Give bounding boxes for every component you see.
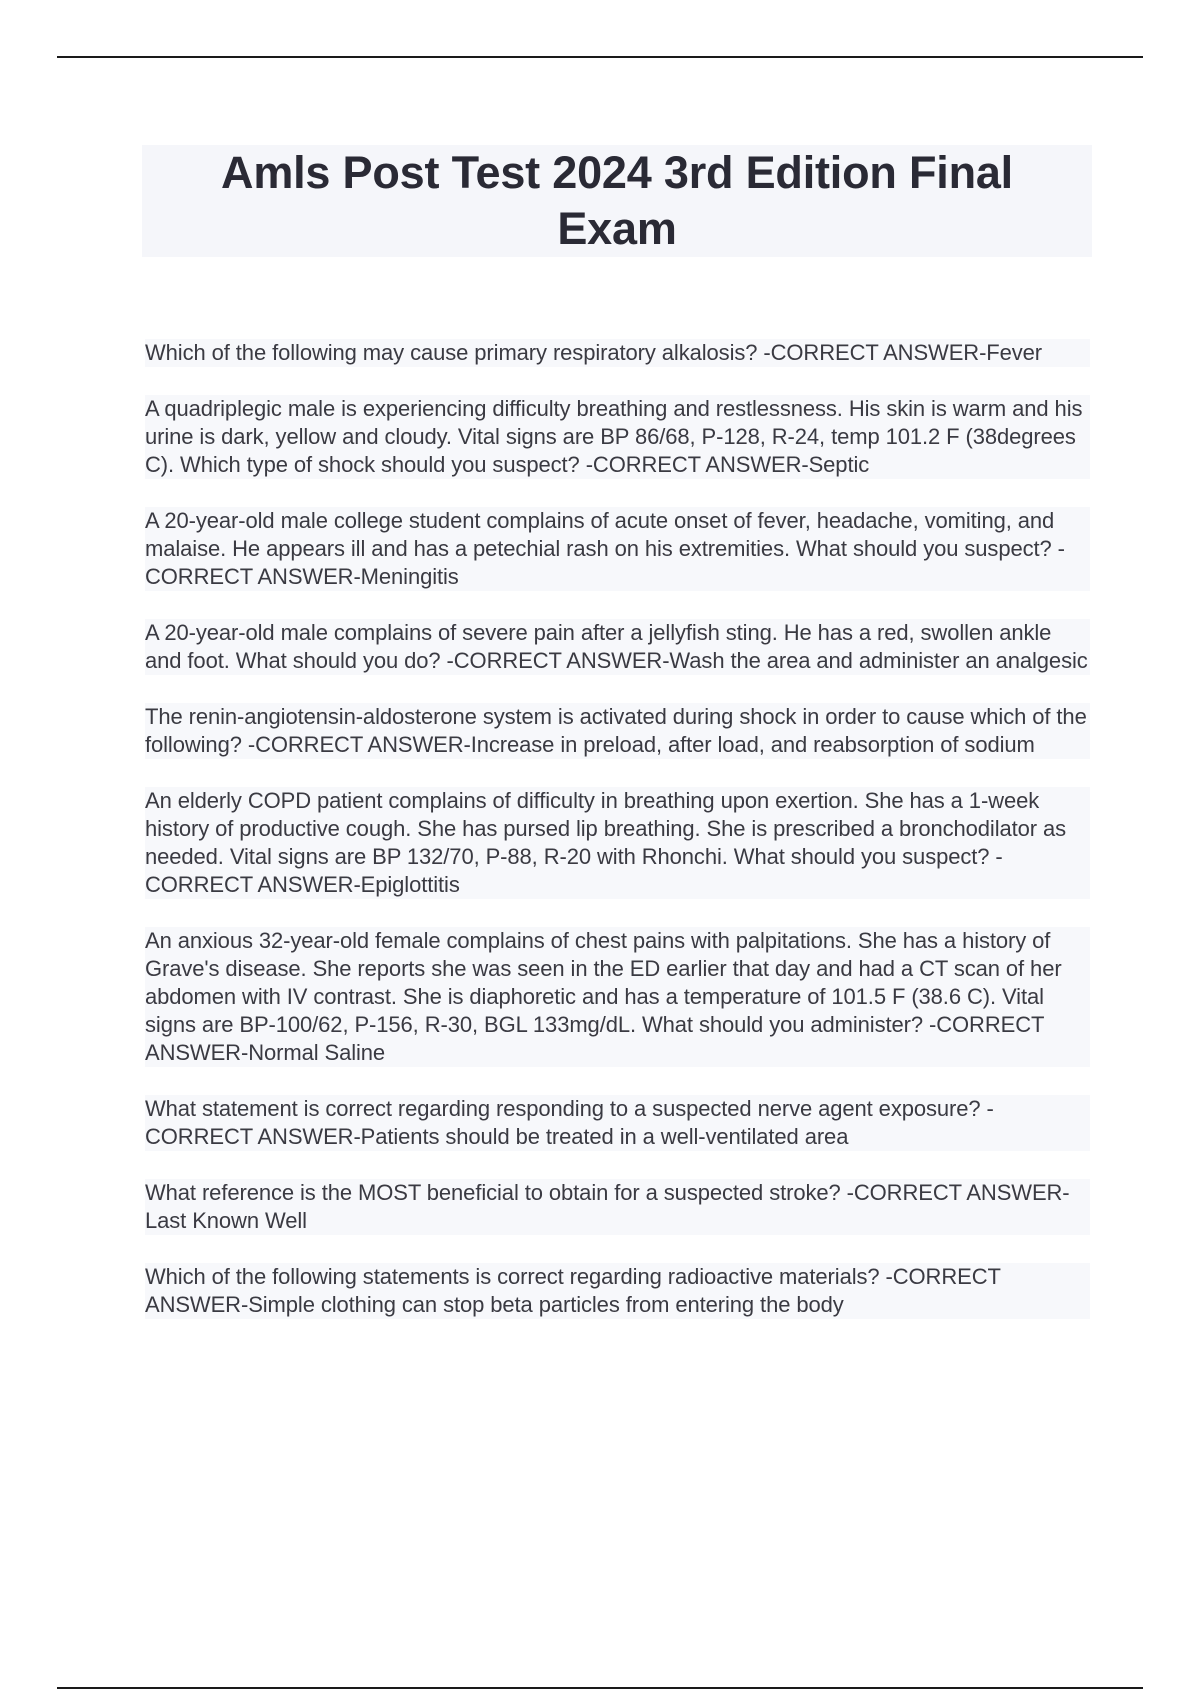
qa-item: An anxious 32-year-old female complains of chest pains with palpitations. She has a history of Grave's disease. She reports she was seen in the ED earlier that day and had a CT scan of her abdomen with IV contrast. She is diaphoretic and has a temperature of 101.5 F (38.6 C). Vital signs are BP-100/62, P-156, R-30, BGL 133mg/dL. What should you administer? -CORRECT ANSWER-Normal Saline: [145, 927, 1090, 1067]
qa-item: A 20-year-old male college student complains of acute onset of fever, headache, vomiting, and malaise. He appears ill and has a petechial rash on his extremities. What should you suspect? -CORRECT ANSWER-Meningitis: [145, 507, 1090, 591]
header-rule: [57, 56, 1143, 58]
qa-item: An elderly COPD patient complains of difficulty in breathing upon exertion. She has a 1-week history of productive cough. She has pursed lip breathing. She is prescribed a bronchodilator as needed. Vital signs are BP 132/70, P-88, R-20 with Rhonchi. What should you suspect? -CORRECT ANSWER-Epiglottitis: [145, 787, 1090, 899]
qa-item: A 20-year-old male complains of severe pain after a jellyfish sting. He has a red, swollen ankle and foot. What should you do? -CORRECT ANSWER-Wash the area and administer an analgesic: [145, 619, 1090, 675]
title-block: [142, 145, 1092, 257]
qa-item: What reference is the MOST beneficial to obtain for a suspected stroke? -CORRECT ANSWER-Last Known Well: [145, 1179, 1090, 1235]
document-title: Amls Post Test 2024 3rd Edition Final Exam: [221, 147, 1013, 254]
qa-item: What statement is correct regarding responding to a suspected nerve agent exposure? -CORRECT ANSWER-Patients should be treated in a well-ventilated area: [145, 1095, 1090, 1151]
footer-rule: [57, 1687, 1143, 1689]
qa-list: [145, 339, 1090, 1347]
qa-item: Which of the following may cause primary respiratory alkalosis? -CORRECT ANSWER-Fever: [145, 339, 1090, 367]
qa-item: A quadriplegic male is experiencing difficulty breathing and restlessness. His skin is warm and his urine is dark, yellow and cloudy. Vital signs are BP 86/68, P-128, R-24, temp 101.2 F (38degrees C). Which type of shock should you suspect? -CORRECT ANSWER-Septic: [145, 395, 1090, 479]
qa-item: The renin-angiotensin-aldosterone system is activated during shock in order to cause which of the following? -CORRECT ANSWER-Increase in preload, after load, and reabsorption of sodium: [145, 703, 1090, 759]
qa-item: Which of the following statements is correct regarding radioactive materials? -CORRECT ANSWER-Simple clothing can stop beta particles from entering the body: [145, 1263, 1090, 1319]
